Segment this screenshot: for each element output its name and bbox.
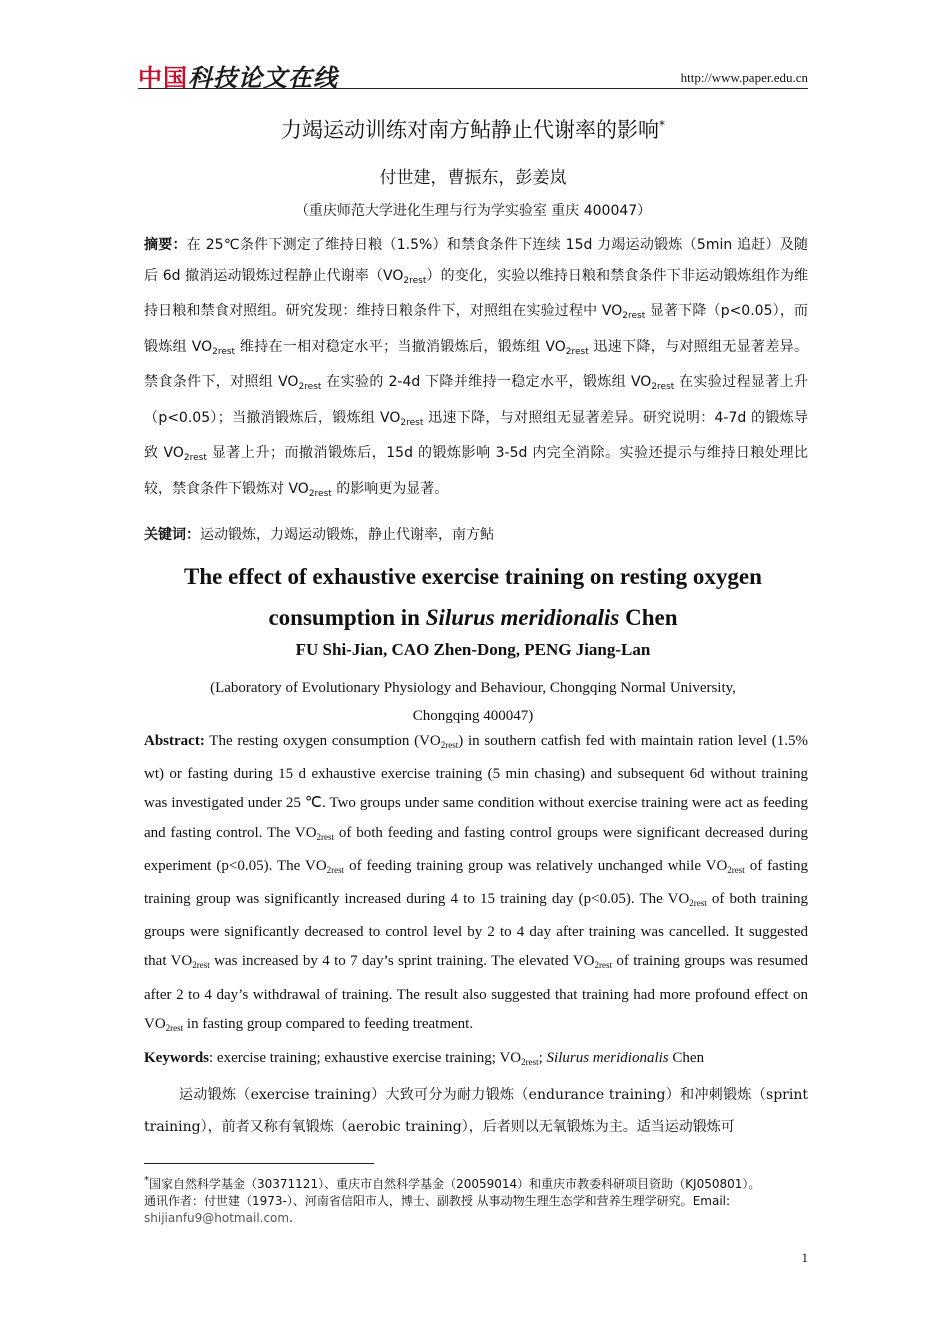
abstract-text: of both training groups were significantly decreased to control level by 2 to 4 day after training was cancelled. It suggested that VO <box>144 891 808 970</box>
english-authors: FU Shi-Jian, CAO Zhen-Dong, PENG Jiang-Lan <box>295 640 651 659</box>
abstract-text: 迅速下降，与对照组无显著差异。禁食条件下，对照组 VO <box>144 338 808 390</box>
subscript: 2rest <box>316 831 335 842</box>
abstract-text: of both feeding and fasting control groups were significant decreased during experiment (p<0.05). The VO <box>144 824 808 874</box>
keywords-text: : exercise training; exhaustive exercise training; VO <box>209 1050 522 1066</box>
email-link[interactable]: shijianfu9@hotmail.com <box>144 1211 290 1225</box>
subscript: 2rest <box>651 382 675 392</box>
abstract-text: The resting oxygen consumption (VO <box>204 733 441 749</box>
chinese-title-text: 力竭运动训练对南方鲇静止代谢率的影响 <box>281 118 659 142</box>
english-keywords-label: Keywords <box>144 1050 209 1066</box>
footnote-text: 通讯作者：付世建（1973-）、河南省信阳市人，博士、副教授 从事动物生理生态学和营养生理学研究。Email: <box>144 1194 731 1208</box>
subscript: 2rest <box>403 275 427 286</box>
subscript: 2rest <box>622 311 646 321</box>
footnote-text: . <box>289 1211 293 1225</box>
species-name: Silurus meridionalis <box>425 605 620 630</box>
affiliation-line: (Laboratory of Evolutionary Physiology and Behaviour, Chongqing Normal University, <box>210 680 736 696</box>
body-paragraph: 运动锻炼（exercise training）大致可分为耐力锻炼（endurance training）和冲刺锻炼（sprint training），前者又称有氧锻炼（aerobic training），后者则以无氧锻炼为主。适当运动锻炼可 <box>144 1087 808 1135</box>
subscript: 2rest <box>440 740 459 750</box>
abstract-text: 显著下降（p<0.05），而锻炼组 VO <box>144 303 808 355</box>
abstract-text: 迅速下降，与对照组无显著差异。研究说明：4-7d 的锻炼导致 VO <box>144 409 809 461</box>
footnote-line-2 <box>144 1193 808 1227</box>
footnote-mark: * <box>144 1175 149 1186</box>
keywords-text: Chen <box>668 1050 705 1066</box>
chinese-authors: 付世建，曹振东，彭姜岚 <box>379 168 567 188</box>
chinese-keywords-label: 关键词： <box>144 527 200 543</box>
abstract-text: 在实验的 2-4d 下降并维持一稳定水平，锻炼组 VO <box>321 374 652 390</box>
logo-part2: 科技论文在线 <box>188 64 338 92</box>
chinese-affiliation: （重庆师范大学进化生理与行为学实验室 重庆 400047） <box>294 203 652 219</box>
footnote-divider <box>144 1163 374 1164</box>
english-title-text: The effect of exhaustive exercise training on resting oxygen consumption in <box>184 564 762 630</box>
chinese-abstract-label: 摘要： <box>144 237 187 253</box>
abstract-text: was increased by 4 to 7 day’s sprint training. The elevated VO <box>209 953 595 970</box>
header-divider <box>138 88 808 89</box>
abstract-text: 在 25℃条件下测定了维持日粮（1.5%）和禁食条件下连续 15d 力竭运动锻炼（5min 追赶）及随后 6d 撤消运动锻炼过程静止代谢率（VO <box>144 237 808 284</box>
subscript: 2rest <box>308 488 332 499</box>
footnote-line-1 <box>144 1172 808 1193</box>
subscript: 2rest <box>165 1022 184 1033</box>
subscript: 2rest <box>594 960 612 971</box>
subscript: 2rest <box>400 417 424 428</box>
chinese-keywords <box>144 524 808 544</box>
english-title-text: Chen <box>619 605 678 630</box>
subscript: 2rest <box>689 898 707 909</box>
page-header <box>138 58 808 92</box>
subscript: 2rest <box>212 346 236 357</box>
subscript: 2rest <box>727 864 745 875</box>
keywords-text: ; <box>538 1050 547 1066</box>
english-keywords <box>144 1050 808 1067</box>
abstract-text: of feeding training group was relatively unchanged while VO <box>344 857 728 874</box>
english-title <box>138 556 808 638</box>
subscript: 2rest <box>183 453 207 463</box>
species-name: Silurus meridionalis <box>546 1050 669 1066</box>
chinese-title <box>138 114 808 144</box>
chinese-keywords-text: 运动锻炼，力竭运动锻炼，静止代谢率，南方鲇 <box>200 527 494 543</box>
abstract-text: of fasting training group was significantly increased during 4 to 15 training day (p<0.05). The VO <box>144 857 808 908</box>
abstract-text: 在实验过程显著上升（p<0.05）；当撤消锻炼后，锻炼组 VO <box>144 374 809 426</box>
abstract-text: 显著上升；而撤消锻炼后，15d 的锻炼影响 3-5d 内完全消除。实验还提示与维持日粮处理比较，禁食条件下锻炼对 VO <box>144 445 808 497</box>
abstract-text: 维持在一相对稳定水平；当撤消锻炼后，锻炼组 VO <box>235 338 566 355</box>
subscript: 2rest <box>521 1057 539 1067</box>
subscript: 2rest <box>192 960 210 971</box>
title-footnote-mark: * <box>659 118 665 132</box>
abstract-text: 的影响更为显著。 <box>331 480 449 497</box>
english-abstract <box>144 727 808 1043</box>
english-affiliation <box>138 674 808 730</box>
footnote-text: 国家自然科学基金（30371121）、重庆市自然科学基金（20059014）和重庆市教委科研项目资助（KJ050801）。 <box>149 1177 761 1191</box>
subscript: 2rest <box>565 346 589 357</box>
subscript: 2rest <box>298 382 322 392</box>
abstract-text: of training groups was resumed after 2 to 4 day’s withdrawal of training. The result also suggested that training had more profound effect on VO <box>144 953 808 1032</box>
abstract-text: ) in southern catfish fed with maintain ration level (1.5% wt) or fasting during 15 d exhaustive exercise training (5 min chasing) and subsequent 6d without training was investigated under 25 ℃. Two groups under same condition without exercise training were act as feeding and fasting control. The VO <box>144 733 808 841</box>
chinese-abstract <box>144 230 808 509</box>
affiliation-line: Chongqing 400047) <box>412 708 534 724</box>
abstract-text: ）的变化，实验以维持日粮和禁食条件下非运动锻炼组作为维持日粮和禁食对照组。研究发现：维持日粮条件下，对照组在实验过程中 VO <box>144 267 809 319</box>
page-number: 1 <box>801 1250 808 1265</box>
english-abstract-label: Abstract: <box>144 733 205 749</box>
header-url[interactable]: http://www.paper.edu.cn <box>680 70 808 85</box>
footnote <box>144 1172 808 1227</box>
logo-part1: 中国 <box>138 64 188 92</box>
abstract-text: in fasting group compared to feeding treatment. <box>183 1015 474 1032</box>
subscript: 2rest <box>326 864 345 875</box>
